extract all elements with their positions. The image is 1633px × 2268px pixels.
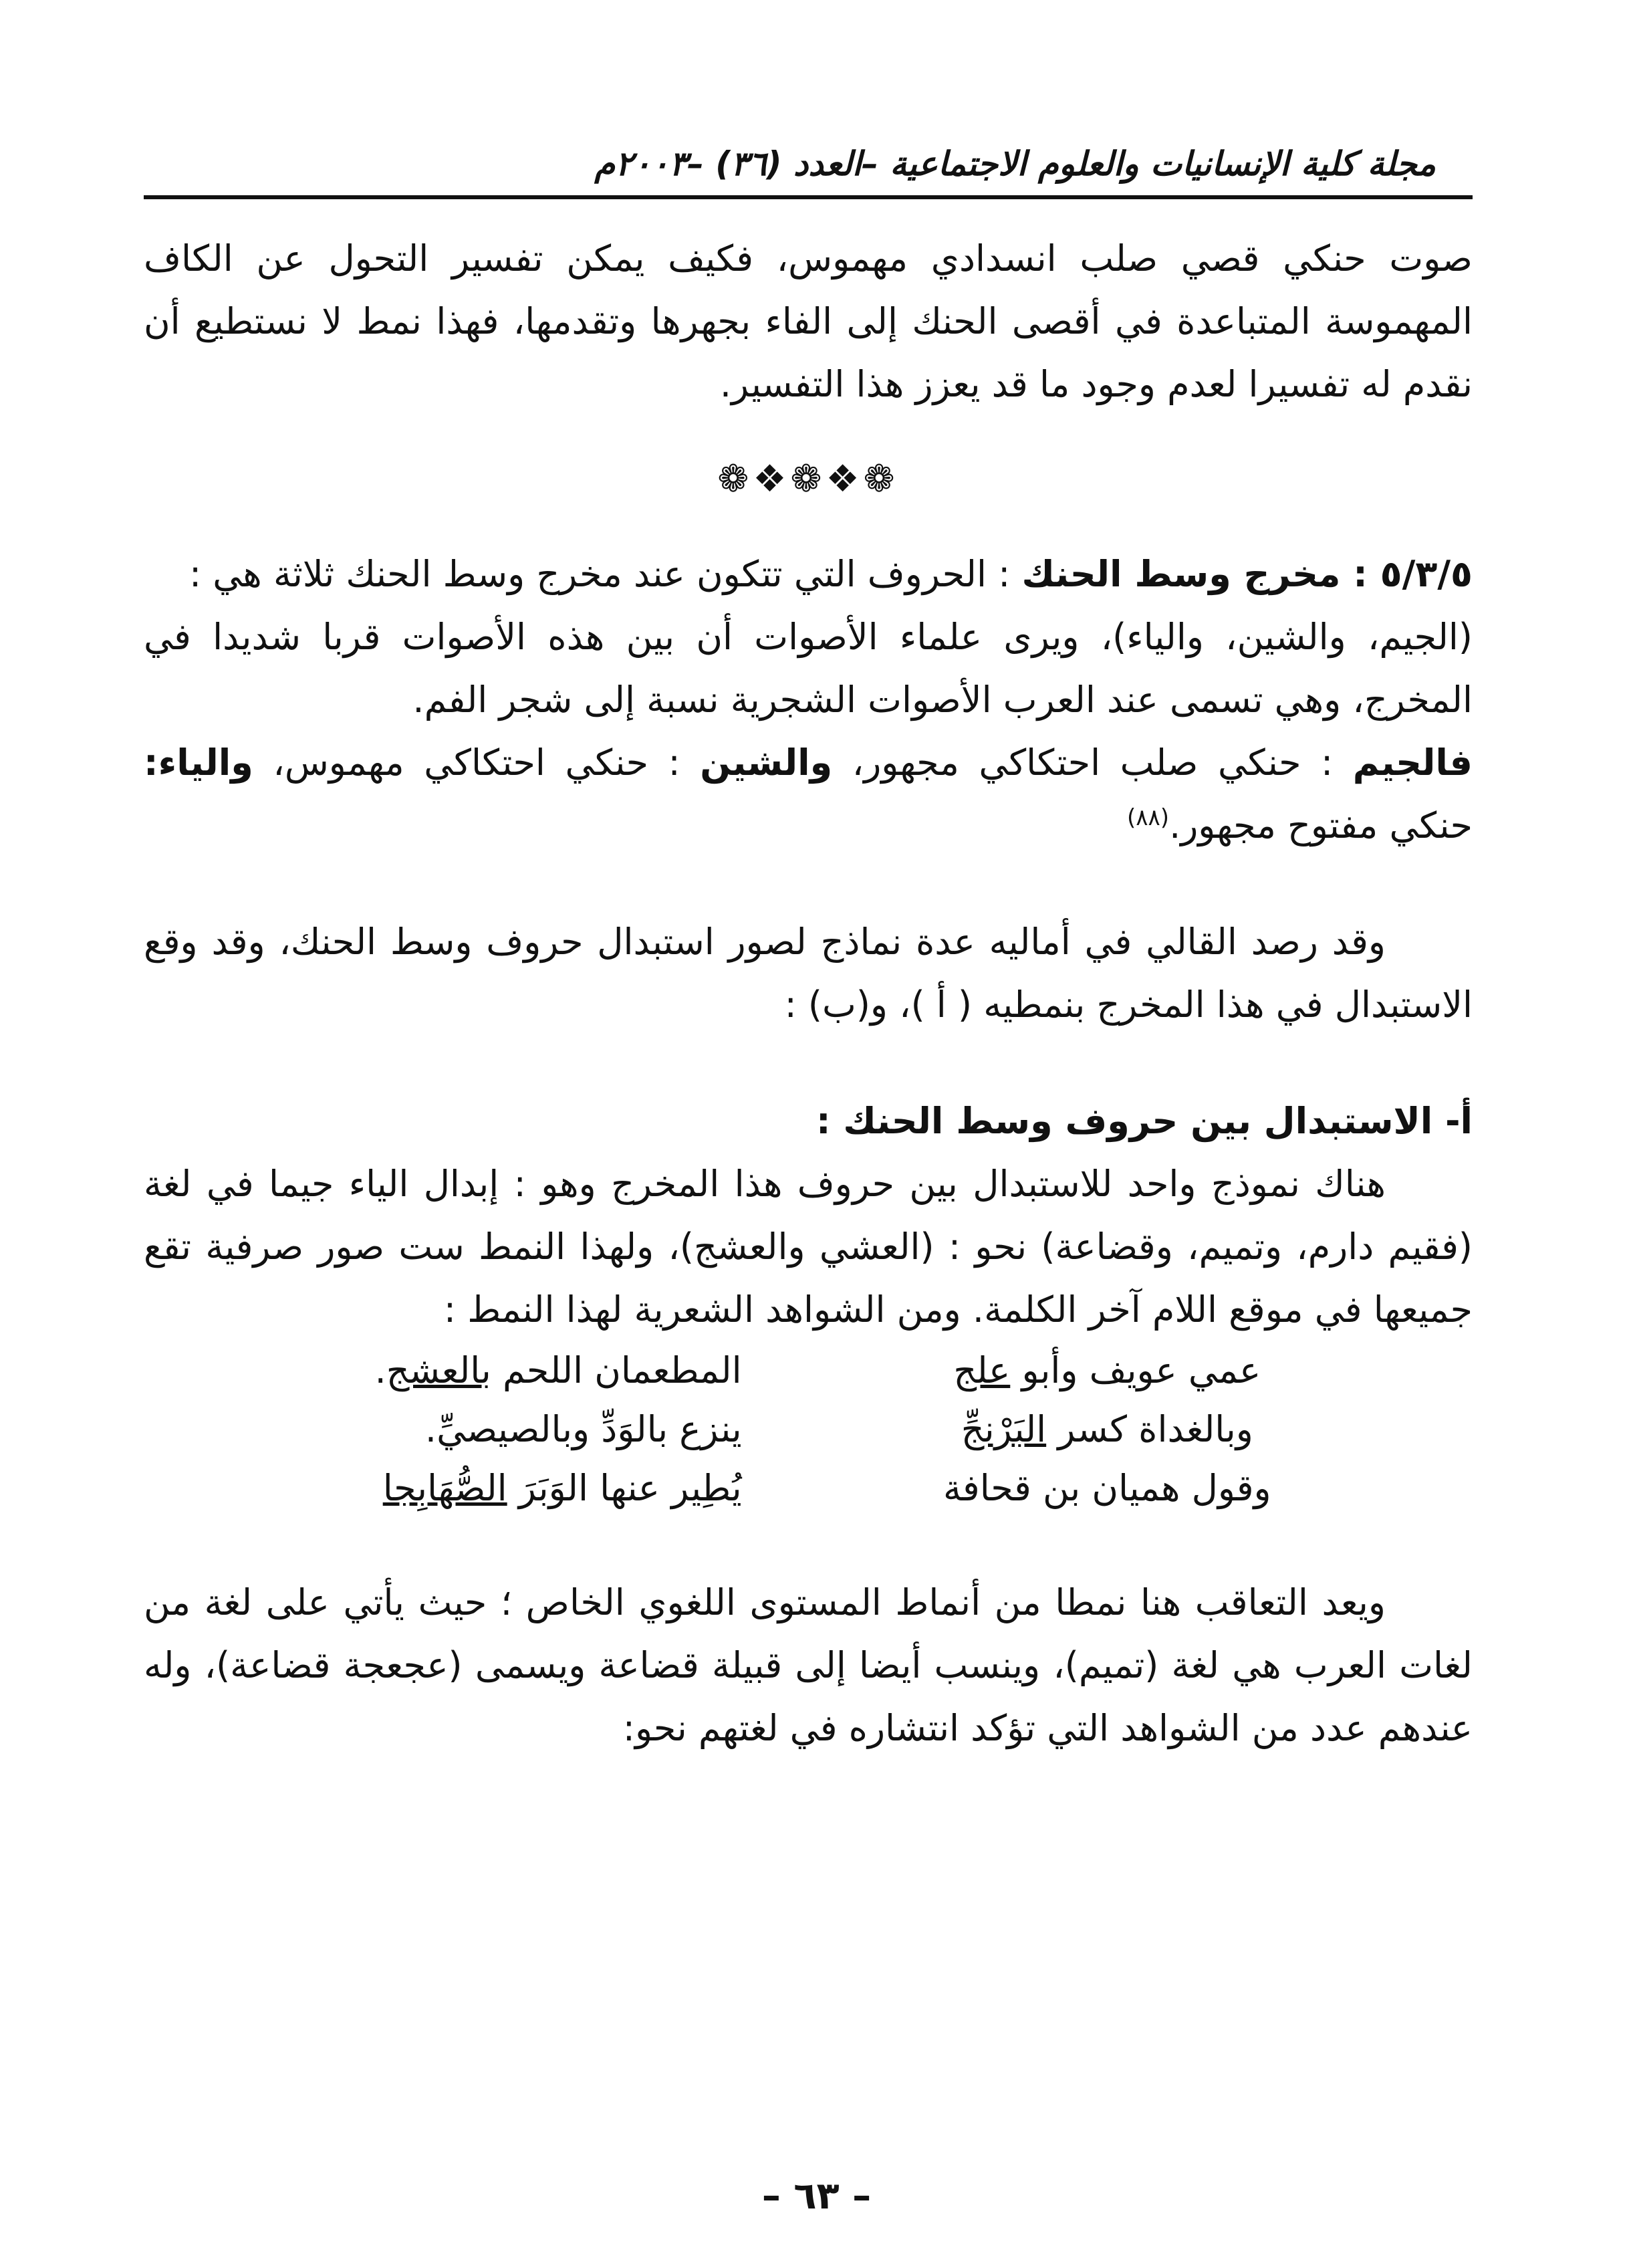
- poem-line: [144, 1341, 1473, 1400]
- letters-paragraph: (الجيم، والشين، والياء)، ويرى علماء الأصوات أن بين هذه الأصوات قربا شديدا في المخرج، وهي تسمى عند العرب الأصوات الشجرية نسبة إلى شجر الفم.: [144, 616, 1473, 721]
- section-colon: :: [1340, 553, 1380, 595]
- verse-text: يُطِير عنها الوَبَرَ: [507, 1467, 742, 1509]
- verse-underlined-word: البَرْنجِّ: [961, 1408, 1047, 1450]
- verse-underlined-word: بالعشج: [386, 1349, 491, 1391]
- journal-header: مجلة كلية الإنسانيات والعلوم الاجتماعية –العدد (٣٦) –٢٠٠٣م: [594, 144, 1436, 183]
- verse-underlined-word: علج: [953, 1349, 1011, 1391]
- subsection-heading: أ- الاستبدال بين حروف وسط الحنك :: [815, 1100, 1473, 1142]
- section-heading-paragraph: [144, 543, 1473, 606]
- section-number: ٥/٣/٥: [1380, 553, 1473, 595]
- yaa-label: والياء:: [144, 742, 253, 784]
- verse-text: ينزع بالوَدِّ وبالصيصيِّ.: [424, 1408, 742, 1450]
- intro-paragraph: صوت حنكي قصي صلب انسدادي مهموس، فكيف يمكن تفسير التحول عن الكاف المهموسة المتباعدة في أقصى الحنك إلى الفاء بجهرها وتقدمها، فهذا نمط لا نستطيع أن نقدم له تفسيرا لعدم وجود ما قد يعزز هذا التفسير.: [144, 237, 1473, 405]
- ornament-divider: ❁❖❁❖❁: [717, 457, 899, 501]
- verse-first-hemistich: [742, 1459, 1473, 1518]
- qali-paragraph: وقد رصد القالي في أماليه عدة نماذج لصور استبدال حروف وسط الحنك، وقد وقع الاستبدال في هذا المخرج بنمطيه ( أ )، و(ب) :: [144, 921, 1473, 1026]
- jeem-desc: : حنكي صلب احتكاكي مجهور،: [832, 742, 1353, 784]
- verse-second-hemistich: [144, 1400, 742, 1459]
- letters-description: [144, 731, 1473, 857]
- section-intro: : الحروف التي تتكون عند مخرج وسط الحنك ثلاثة هي :: [189, 553, 1022, 595]
- page-body: [144, 227, 1473, 1760]
- final-paragraph: ويعد التعاقب هنا نمطا من أنماط المستوى اللغوي الخاص ؛ حيث يأتي على لغة من لغات العرب هي لغة (تميم)، وينسب أيضا إلى قبيلة قضاعة ويسمى (عجعجة قضاعة)، وله عندهم عدد من الشواهد التي تؤكد انتشاره في لغتهم نحو:: [144, 1581, 1473, 1749]
- yaa-desc: حنكي مفتوح مجهور.: [1169, 804, 1473, 846]
- verse-text: .: [374, 1349, 386, 1391]
- verse-text: المطعمان اللحم: [491, 1349, 742, 1391]
- verse-first-hemistich: [742, 1341, 1473, 1400]
- verse-first-hemistich: [742, 1400, 1473, 1459]
- header-divider: [144, 195, 1473, 199]
- verse-text: عمي عويف وأبو: [1010, 1349, 1261, 1391]
- footnote-marker: (٨٨): [1127, 804, 1170, 831]
- section-heading: مخرج وسط الحنك: [1021, 553, 1341, 595]
- spacer: [144, 416, 1473, 443]
- verse-underlined-word: الصُّهَابِجا: [382, 1467, 507, 1509]
- spacer: [144, 1036, 1473, 1090]
- sheen-label: والشين: [700, 742, 833, 784]
- jeem-label: فالجيم: [1352, 742, 1473, 784]
- subsection-paragraph: هناك نموذج واحد للاستبدال بين حروف هذا المخرج وهو : إبدال الياء جيما في لغة (فقيم دارم، وتميم، وقضاعة) نحو : (العشي والعشج)، ولهذا النمط ست صور صرفية تقع جميعها في موقع اللام آخر الكلمة. ومن الشواهد الشعرية لهذا النمط :: [144, 1163, 1473, 1331]
- page-number: – ٦٣ –: [761, 2174, 872, 2218]
- poem-line: [144, 1459, 1473, 1518]
- verse-text: وبالغداة كسر: [1046, 1408, 1253, 1450]
- verse-text: وقول هميان بن قحافة: [943, 1467, 1271, 1509]
- verse-second-hemistich: [144, 1341, 742, 1400]
- verse-second-hemistich: [144, 1459, 742, 1518]
- poem-line: [144, 1400, 1473, 1459]
- spacer: [144, 857, 1473, 911]
- poem-verses: [144, 1341, 1473, 1518]
- spacer: [144, 1518, 1473, 1571]
- spacer: [144, 516, 1473, 543]
- sheen-desc: : حنكي احتكاكي مهموس،: [253, 742, 701, 784]
